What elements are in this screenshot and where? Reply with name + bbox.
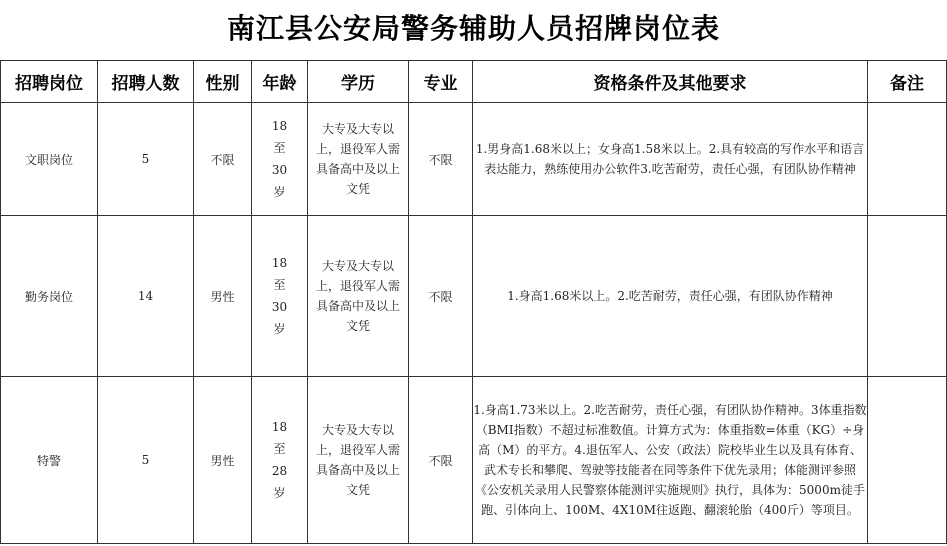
cell-major: 不限 <box>409 103 473 216</box>
header-row <box>1 61 947 103</box>
header-age: 年龄 <box>252 61 308 103</box>
cell-count: 5 <box>98 103 194 216</box>
cell-gender: 不限 <box>194 103 252 216</box>
header-position: 招聘岗位 <box>1 61 98 103</box>
cell-requirements: 1.身高1.73米以上。2.吃苦耐劳，责任心强，有团队协作精神。3体重指数（BMI指数）不超过标准数值。计算方式为：体重指数=体重（KG）÷身高（M）的平方。4.退伍军人、公安（政法）院校毕业生以及具有体育、武术专长和攀爬、驾驶等技能者在同等条件下优先录用；体能测评参照《公安机关录用人民警察体能测评实施规则》执行，具体为：5000m徒手跑、引体向上、100M、4X10M往返跑、翻滚轮胎（400斤）等项目。 <box>473 377 868 544</box>
cell-education <box>308 103 409 216</box>
age-text: 18至30岁 <box>271 119 288 199</box>
table-row <box>1 377 947 544</box>
cell-age <box>252 216 308 377</box>
cell-remarks <box>868 216 947 377</box>
cell-remarks <box>868 377 947 544</box>
header-requirements: 资格条件及其他要求 <box>473 61 868 103</box>
education-text: 大专及大专以上，退役军人需具备高中及以上文凭 <box>315 423 400 497</box>
table-row <box>1 103 947 216</box>
header-gender: 性别 <box>194 61 252 103</box>
cell-count: 5 <box>98 377 194 544</box>
education-text: 大专及大专以上，退役军人需具备高中及以上文凭 <box>315 122 400 196</box>
age-text: 18至28岁 <box>271 420 288 500</box>
cell-requirements: 1.男身高1.68米以上；女身高1.58米以上。2.具有较高的写作水平和语言表达能力，熟练使用办公软件3.吃苦耐劳，责任心强，有团队协作精神 <box>473 103 868 216</box>
cell-remarks <box>868 103 947 216</box>
cell-position: 文职岗位 <box>1 103 98 216</box>
header-education: 学历 <box>308 61 409 103</box>
cell-position: 勤务岗位 <box>1 216 98 377</box>
cell-requirements: 1.身高1.68米以上。2.吃苦耐劳，责任心强，有团队协作精神 <box>473 216 868 377</box>
header-count: 招聘人数 <box>98 61 194 103</box>
cell-education <box>308 377 409 544</box>
cell-major: 不限 <box>409 216 473 377</box>
cell-age <box>252 377 308 544</box>
cell-gender: 男性 <box>194 216 252 377</box>
cell-gender: 男性 <box>194 377 252 544</box>
cell-count: 14 <box>98 216 194 377</box>
age-text: 18至30岁 <box>271 256 288 336</box>
header-remarks: 备注 <box>868 61 947 103</box>
education-text: 大专及大专以上，退役军人需具备高中及以上文凭 <box>315 259 400 333</box>
page-title: 南江县公安局警务辅助人员招牌岗位表 <box>226 12 720 45</box>
cell-education <box>308 216 409 377</box>
cell-major: 不限 <box>409 377 473 544</box>
cell-position: 特警 <box>1 377 98 544</box>
recruitment-table <box>0 60 947 544</box>
header-major: 专业 <box>409 61 473 103</box>
cell-age <box>252 103 308 216</box>
table-row <box>1 216 947 377</box>
